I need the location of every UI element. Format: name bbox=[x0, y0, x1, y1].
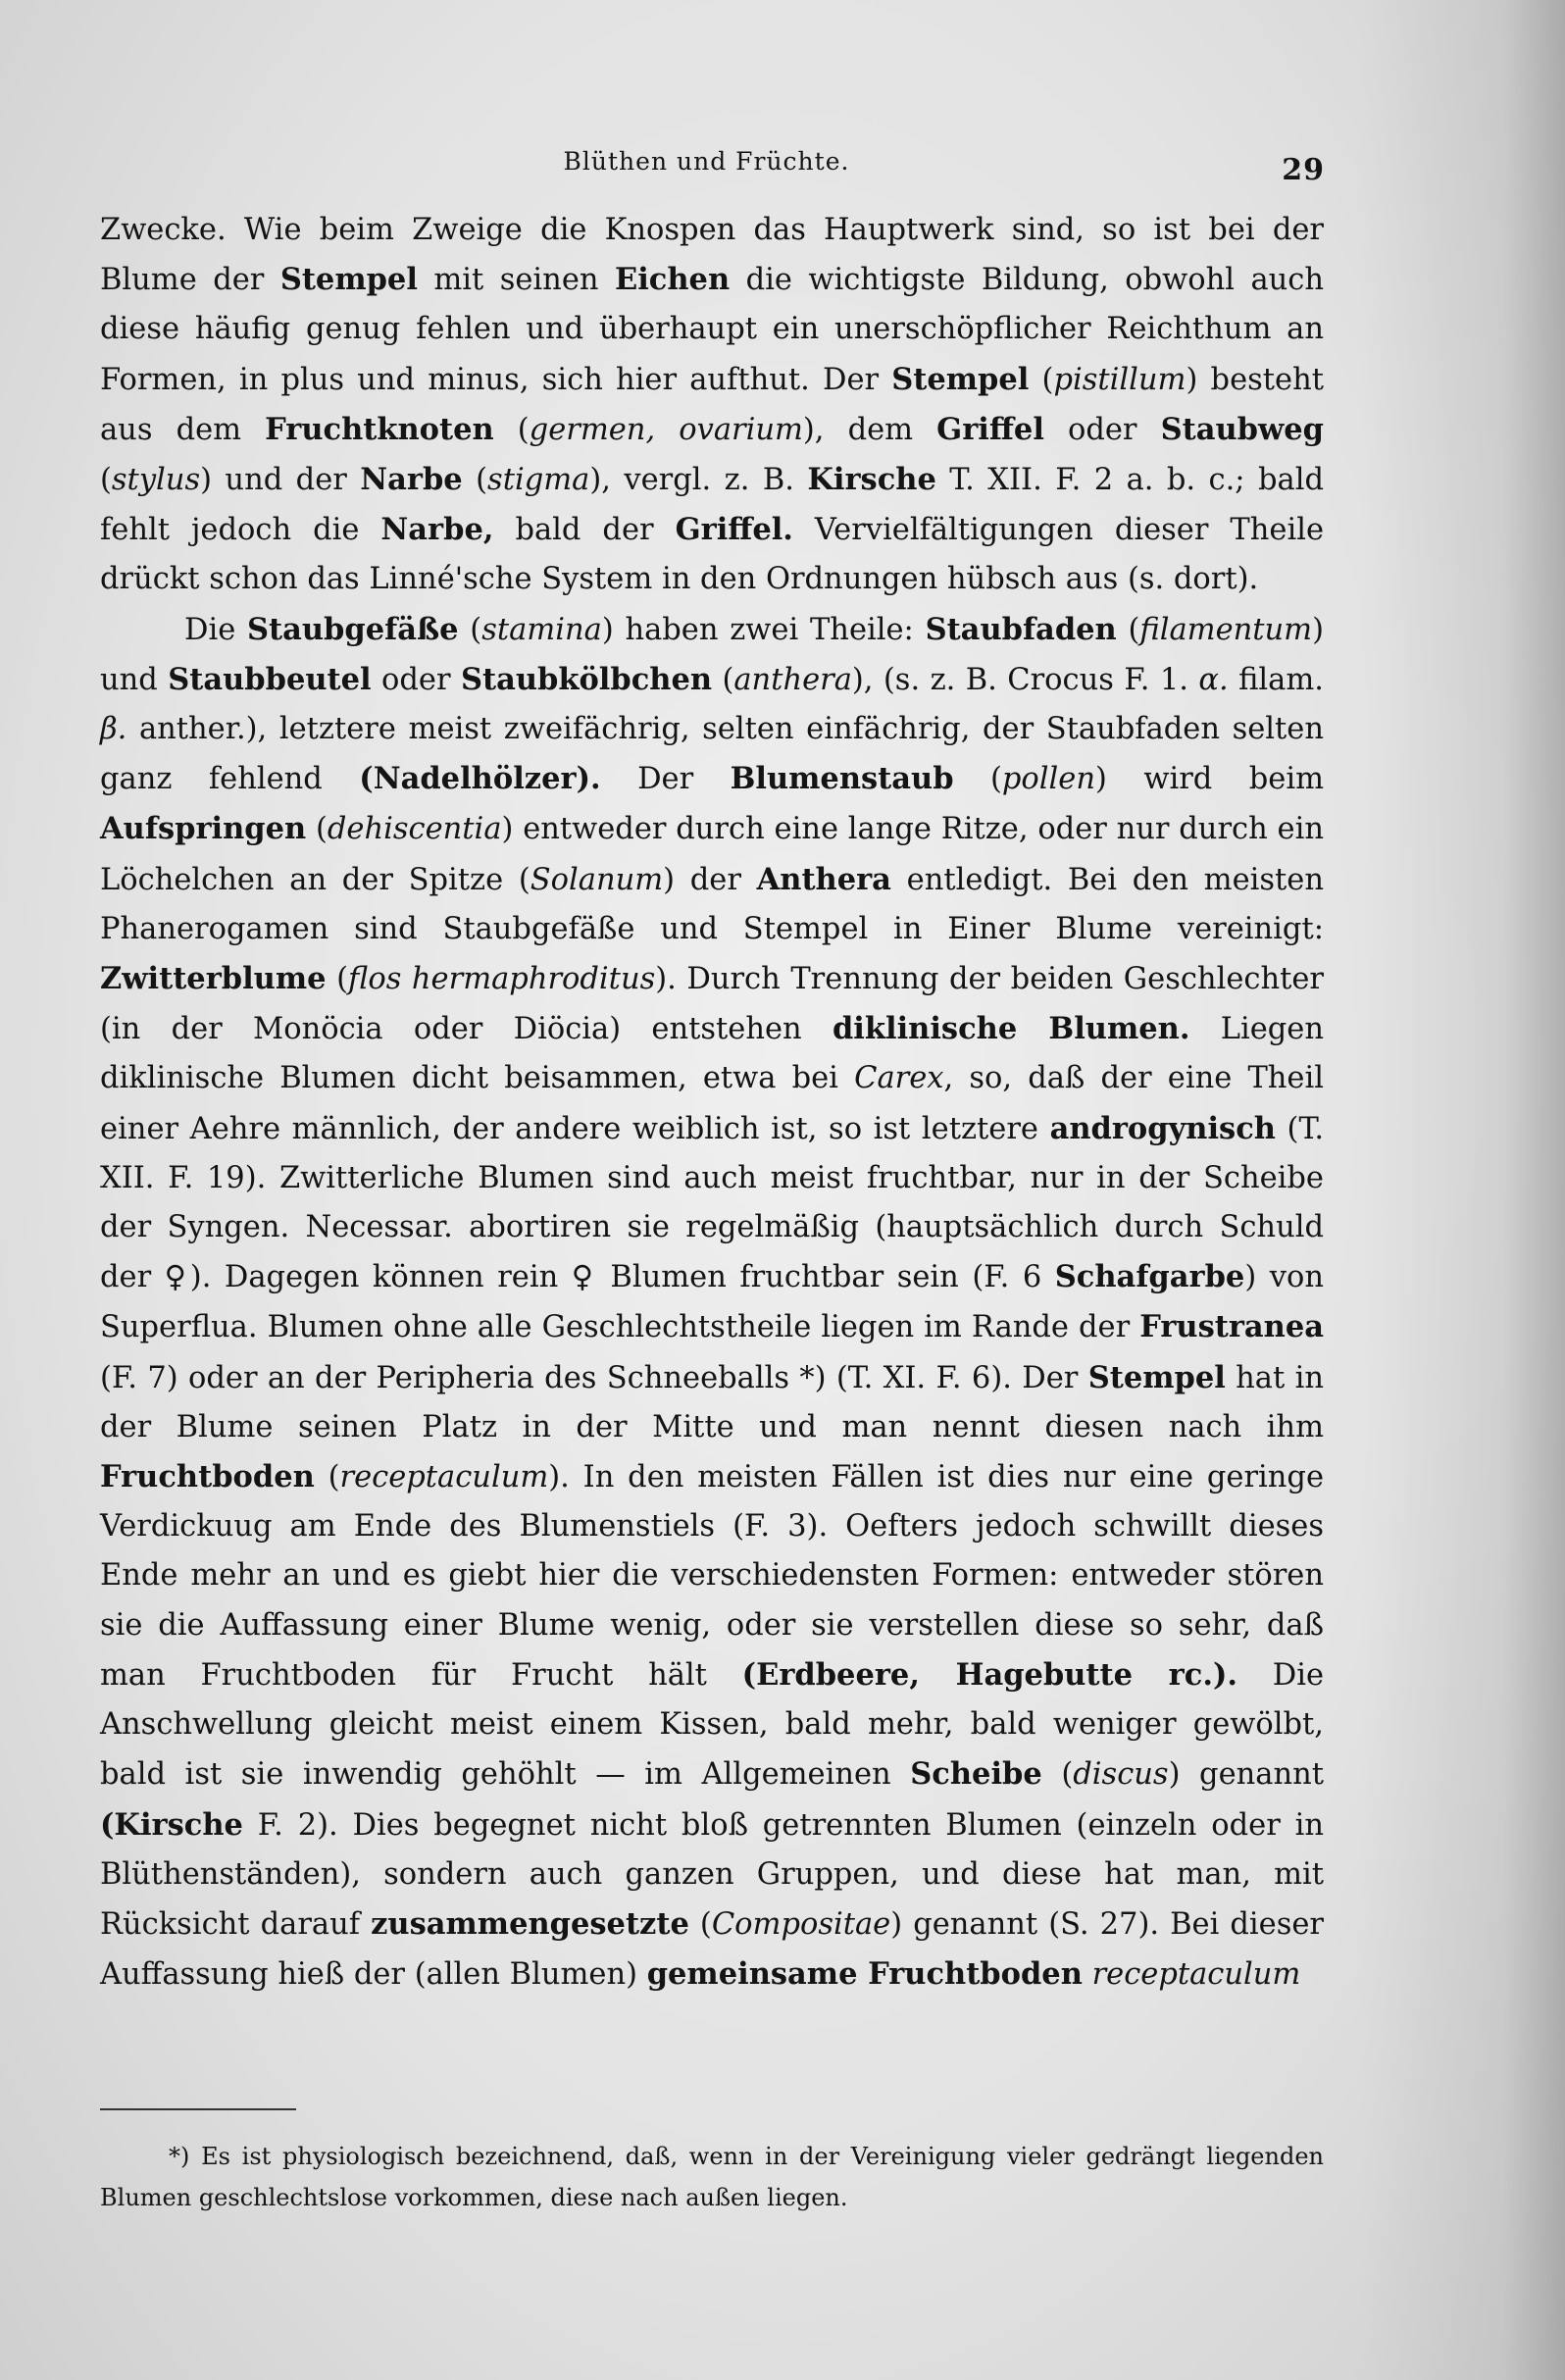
bold-term: Narbe, bbox=[380, 512, 494, 548]
latin-term: α. bbox=[1198, 662, 1229, 697]
text-run: ( bbox=[1029, 362, 1054, 397]
bold-term: Fruchtboden bbox=[100, 1459, 315, 1495]
text-run: ) haben zwei Theile: bbox=[601, 612, 926, 647]
bold-term: Anthera bbox=[756, 861, 891, 897]
text-run: ). In den meisten Fällen ist dies nur eine geringe Verdickuug am Ende des Blumenstiels (F. 3). Oefters jedoch schwillt dieses Ende mehr an und es giebt hier die verschiedensten Formen: entweder stören sie die Auffassung einer Blume wenig, oder sie verstellen diese so sehr, daß man Fruchtboden für Frucht hält bbox=[100, 1460, 1324, 1693]
bold-term: Zwitterblume bbox=[100, 961, 327, 997]
latin-term: pollen bbox=[1001, 762, 1095, 797]
text-run: ( bbox=[326, 962, 348, 997]
bold-term: Eichen bbox=[614, 262, 731, 298]
latin-term: β. bbox=[100, 712, 127, 747]
latin-term: discus bbox=[1073, 1757, 1169, 1793]
text-run: ). Durch Trennung der beiden Geschlechter (in der Monöcia oder Diöcia) entstehen bbox=[100, 962, 1324, 1047]
text-run: entledigt. Bei den meisten Phanerogamen sind Staubgefäße und Stempel in Einer Blume vereinigt: bbox=[100, 862, 1324, 946]
text-run: die wichtigste Bildung, obwohl auch diese häufig genug fehlen und überhaupt ein unerschöpflicher Reichthum an Formen, in plus und minus, sich hier aufthut. Der bbox=[100, 263, 1324, 397]
bold-term: androgynisch bbox=[1049, 1110, 1276, 1146]
bold-term: Staubbeutel bbox=[168, 661, 372, 697]
bold-term: Kirsche bbox=[807, 462, 936, 498]
latin-term: pistillum bbox=[1053, 362, 1186, 397]
bold-term: (Kirsche bbox=[100, 1806, 243, 1843]
text-run: Liegen diklinische Blumen dicht beisammen, etwa bei bbox=[100, 1012, 1324, 1096]
text-run: ) und bbox=[100, 612, 1324, 697]
text-run: ( bbox=[314, 1460, 340, 1495]
text-run: ) genannt (S. 27). Bei dieser Auffassung hieß der (allen Blumen) bbox=[100, 1906, 1325, 1993]
page-gutter-shadow bbox=[1359, 0, 1565, 2380]
text-run: ( bbox=[458, 612, 482, 647]
bold-term: Frustranea bbox=[1139, 1309, 1324, 1345]
bold-term: Aufspringen bbox=[100, 811, 307, 847]
latin-term: Solanum bbox=[530, 862, 664, 897]
bold-term: Staubweg bbox=[1160, 411, 1324, 447]
text-run: mit seinen bbox=[417, 263, 615, 298]
latin-term: Carex bbox=[854, 1061, 944, 1096]
bold-term: Staubgefäße bbox=[247, 611, 459, 647]
bold-term: Staubfaden bbox=[925, 611, 1117, 647]
text-run: ( bbox=[493, 412, 530, 447]
footnote-text: *) Es ist physiologisch bezeichnend, daß, wenn in der Vereinigung vieler gedrängt liegenden Blumen geschlechtslose vorkommen, diese nach außen liegen. bbox=[100, 2143, 1324, 2211]
footnote bbox=[100, 2136, 1324, 2218]
text-run: Der bbox=[600, 762, 731, 797]
text-run: ) genannt bbox=[1168, 1757, 1324, 1793]
text-run: Zwecke. Wie beim Zweige die Knospen das Hauptwerk sind, so ist bei der Blume der bbox=[100, 213, 1324, 298]
paragraph-1 bbox=[100, 206, 1324, 605]
text-run: ) und der bbox=[200, 463, 361, 498]
bold-term: zusammengesetzte bbox=[371, 1905, 689, 1942]
latin-term: receptaculum bbox=[1091, 1957, 1301, 1993]
latin-term: stigma bbox=[487, 463, 590, 498]
bold-term: Fruchtknoten bbox=[265, 411, 494, 447]
page-number: 29 bbox=[1282, 153, 1325, 187]
text-run: ) von Superflua. Blumen ohne alle Geschlechtstheile liegen im Rande der bbox=[100, 1260, 1324, 1345]
text-run: ) besteht aus dem bbox=[100, 362, 1324, 447]
text-run: ( bbox=[462, 463, 488, 498]
bold-term: Staubkölbchen bbox=[460, 661, 713, 697]
text-run: ( bbox=[306, 812, 328, 847]
bold-term: gemeinsame Fruchtboden bbox=[646, 1956, 1083, 1993]
text-run: ) entweder durch eine lange Ritze, oder nur durch ein Löchelchen an der Spitze ( bbox=[100, 812, 1324, 897]
body-text bbox=[100, 206, 1324, 2000]
text-run: ( bbox=[1041, 1757, 1074, 1793]
running-title: Blüthen und Früchte. bbox=[563, 147, 850, 176]
bold-term: Stempel bbox=[1087, 1359, 1226, 1395]
bold-term: Schafgarbe bbox=[1054, 1259, 1245, 1295]
bold-term: Griffel bbox=[936, 411, 1044, 447]
bold-term: Stempel bbox=[279, 262, 418, 298]
text-run: ( bbox=[688, 1906, 712, 1942]
bold-term: (Erdbeere, Hagebutte rc.). bbox=[741, 1656, 1237, 1693]
text-run: bald der bbox=[493, 513, 676, 548]
latin-term: flos hermaphroditus bbox=[348, 962, 656, 997]
latin-term: receptaculum bbox=[339, 1460, 549, 1495]
text-run: ( bbox=[712, 662, 734, 697]
text-run: T. XII. F. 2 a. b. c.; bald fehlt jedoch die bbox=[100, 463, 1324, 548]
text-run bbox=[1083, 1957, 1092, 1992]
text-run: F. 2). Dies begegnet nicht bloß getrennten Blumen (einzeln oder in Blüthenständen), sondern auch ganzen Gruppen, und diese hat man, mit Rücksicht darauf bbox=[100, 1807, 1324, 1942]
text-run: Vervielfältigungen dieser Theile drückt schon das Linné'sche System in den Ordnungen hübsch aus (s. dort). bbox=[100, 513, 1325, 597]
latin-term: filamentum bbox=[1139, 612, 1313, 647]
text-run: filam. bbox=[1228, 662, 1324, 697]
bold-term: Blumenstaub bbox=[730, 761, 954, 797]
text-run: ( bbox=[100, 463, 112, 498]
text-run: Die Anschwellung gleicht meist einem Kissen, bald mehr, bald weniger gewölbt, bald ist sie inwendig gehöhlt — im Allgemeinen bbox=[100, 1657, 1324, 1793]
text-run: Die bbox=[184, 612, 247, 647]
latin-term: germen, ovarium bbox=[529, 412, 803, 447]
text-run: ), vergl. z. B. bbox=[589, 463, 808, 498]
text-run: ( bbox=[1116, 612, 1140, 647]
latin-term: dehiscentia bbox=[327, 812, 502, 847]
bold-term: diklinische Blumen. bbox=[832, 1011, 1190, 1047]
latin-term: stamina bbox=[481, 612, 602, 647]
text-run: ), (s. z. B. Crocus F. 1. bbox=[851, 662, 1199, 697]
text-run: anther.), letztere meist zweifächrig, selten einfächrig, der Staubfaden selten ganz fehlend bbox=[100, 712, 1324, 797]
text-run: ) wird beim bbox=[1094, 762, 1324, 797]
footnote-separator bbox=[100, 2108, 296, 2110]
text-run: (T. XII. F. 19). Zwitterliche Blumen sind auch meist fruchtbar, nur in der Scheibe der Syngen. Necessar. abortiren sie regelmäßig (hauptsächlich durch Schuld der ♀). Dagegen können rein ♀ Blumen fruchtbar sein (F. 6 bbox=[100, 1111, 1325, 1295]
text-run: ), dem bbox=[802, 412, 937, 447]
text-run: ( bbox=[953, 762, 1002, 797]
text-run: (F. 7) oder an der Peripheria des Schneeballs *) (T. XI. F. 6). Der bbox=[100, 1360, 1088, 1395]
bold-term: Scheibe bbox=[910, 1756, 1042, 1793]
bold-term: Stempel bbox=[891, 361, 1030, 397]
latin-term: Compositae bbox=[711, 1906, 891, 1942]
text-run: oder bbox=[1043, 412, 1161, 447]
page-header bbox=[98, 137, 1325, 196]
text-run: hat in der Blume seinen Platz in der Mitte und man nennt diesen nach ihm bbox=[100, 1360, 1324, 1444]
bold-term: Narbe bbox=[360, 462, 463, 498]
latin-term: stylus bbox=[111, 463, 201, 498]
bold-term: Griffel. bbox=[675, 512, 793, 548]
text-run: oder bbox=[371, 662, 461, 697]
paragraph-2 bbox=[100, 605, 1324, 2000]
text-run: ) der bbox=[663, 862, 757, 897]
latin-term: anthera bbox=[733, 662, 852, 697]
bold-term: (Nadelhölzer). bbox=[359, 761, 601, 797]
text-run: , so, daß der eine Theil einer Aehre männlich, der andere weiblich ist, so ist letztere bbox=[100, 1061, 1324, 1146]
